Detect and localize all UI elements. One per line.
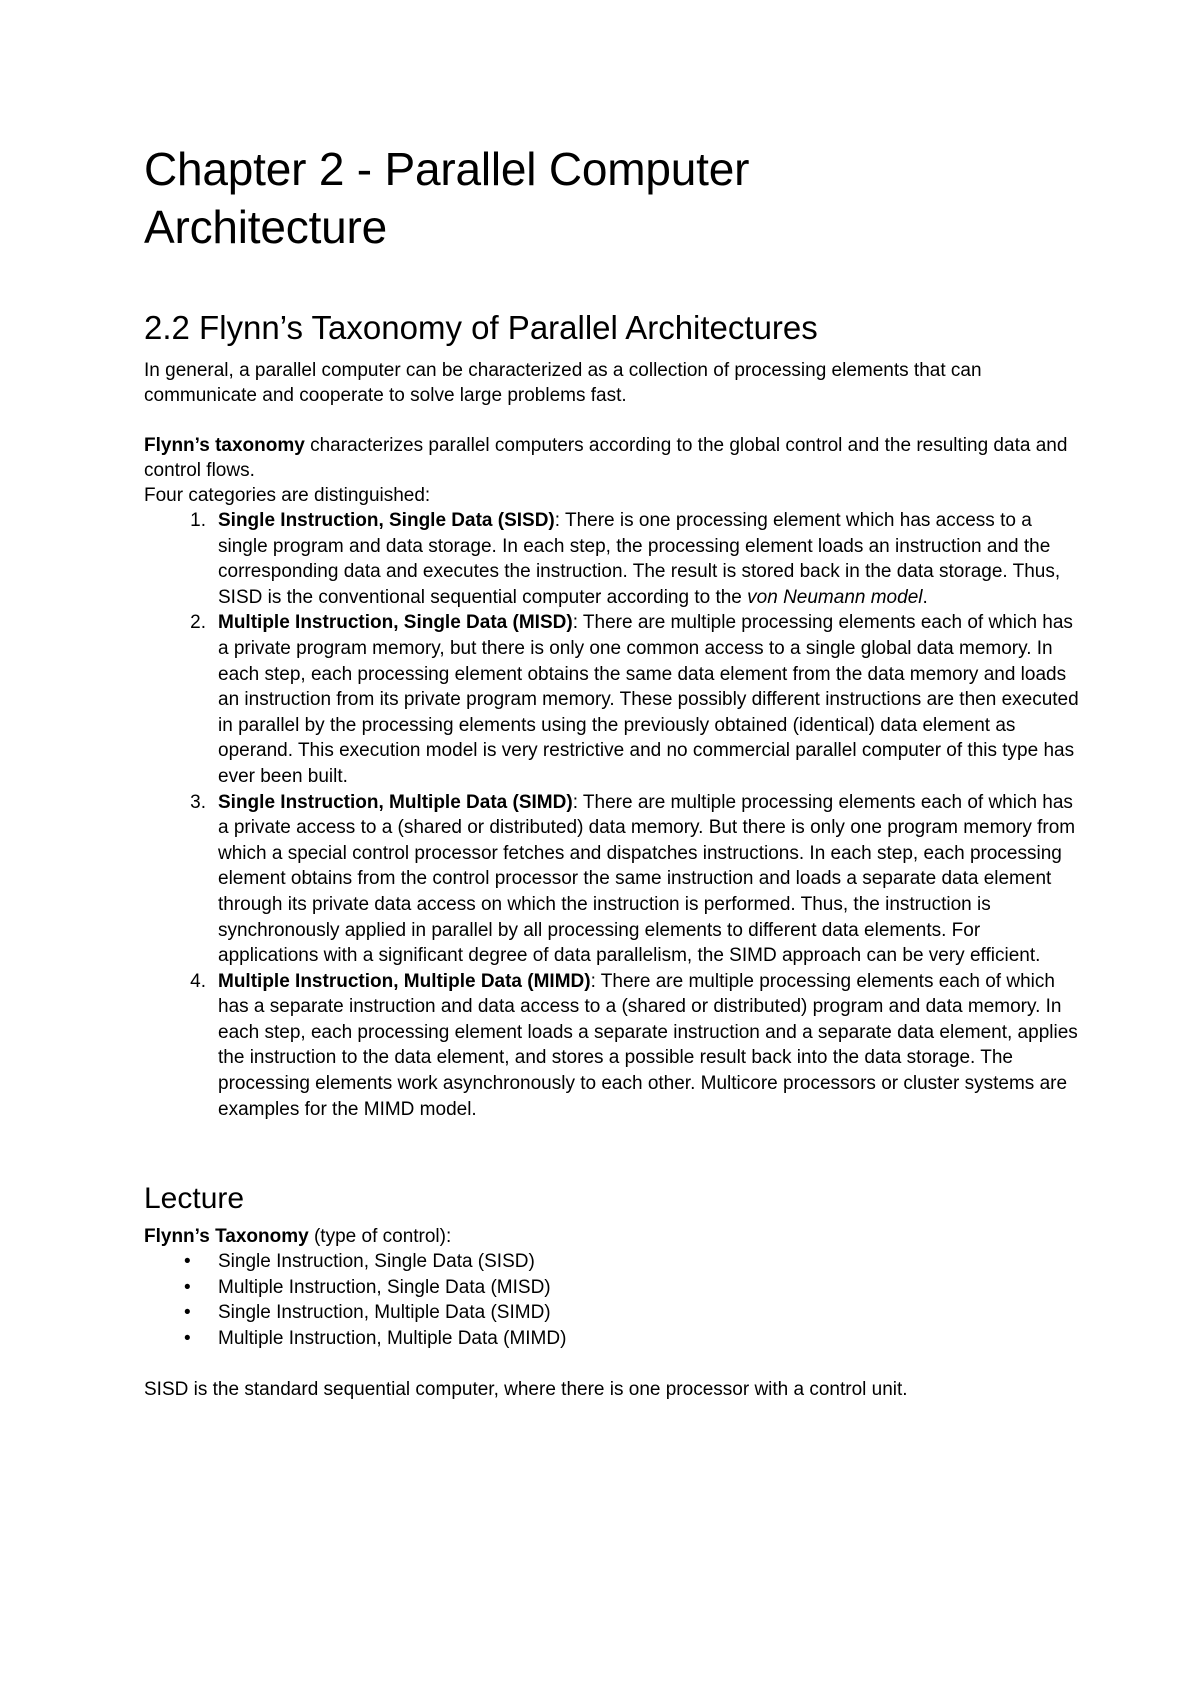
category-italic: von Neumann model — [747, 586, 923, 608]
bullet-text: Multiple Instruction, Single Data (MISD) — [218, 1276, 551, 1298]
list-item — [144, 1275, 1084, 1301]
list-item — [144, 1326, 1084, 1352]
chapter-title — [144, 140, 1084, 256]
list-item — [144, 969, 1084, 1123]
lecture-intro — [144, 1224, 1084, 1249]
lecture-term: Flynn’s Taxonomy — [144, 1226, 309, 1248]
flynn-text: characterizes parallel computers according to the global control and the resulting data and control flows. — [144, 435, 1068, 481]
lecture-title: Lecture — [144, 1182, 245, 1216]
list-number: 3. — [190, 791, 206, 813]
lecture-term-suffix: (type of control): — [308, 1226, 452, 1248]
category-text: : There is one processing element which has access to a single program and data storage. In each step, the processing element loads an instruction and the corresponding data and executes the instruction. The result is stored back in the data storage. Thus, SISD is the conventional sequential computer according to the — [218, 510, 1061, 608]
four-categories: Four categories are distinguished: — [144, 485, 431, 506]
list-item — [144, 610, 1084, 789]
chapter-title-line2: Architecture — [144, 201, 388, 253]
list-number: 2. — [190, 612, 206, 634]
list-number: 4. — [190, 970, 206, 992]
category-term: Single Instruction, Multiple Data (SIMD) — [218, 791, 573, 813]
intro-paragraph: In general, a parallel computer can be characterized as a collection of processing elements that can communicate and cooperate to solve large problems fast. — [144, 360, 982, 406]
category-text-end: . — [922, 586, 928, 608]
bullet-icon: • — [184, 1302, 191, 1324]
flynn-term: Flynn’s taxonomy — [144, 435, 305, 456]
flynn-paragraph — [144, 433, 1084, 483]
list-item — [144, 790, 1084, 969]
category-term: Multiple Instruction, Single Data (MISD) — [218, 612, 573, 634]
category-text: : There are multiple processing elements each of which has a private program memory, but there is only one common access to a single global data memory. In each step, each processing element obtains the same data element from the data memory and loads an instruction from its private program memory. These possibly different instructions are then executed in parallel by the processing elements using the previously obtained (identical) data element as operand. This execution model is very restrictive and no commercial parallel computer of this type has ever been built. — [218, 612, 1079, 787]
section-title: 2.2 Flynn’s Taxonomy of Parallel Architectures — [144, 309, 818, 346]
list-number: 1. — [190, 510, 206, 531]
category-text: : There are multiple processing elements each of which has a separate instruction and data access to a (shared or distributed) program and data memory. In each step, each processing element loads a separate instruction and a separate data element, applies the instruction to the data element, and stores a possible result back into the data storage. The processing elements work asynchronously to each other. Multicore processors or cluster systems are examples for the MIMD model. — [218, 970, 1078, 1120]
bullet-icon: • — [184, 1276, 191, 1298]
closing-paragraph: SISD is the standard sequential computer, where there is one processor with a control unit. — [144, 1378, 908, 1400]
bullet-icon: • — [184, 1251, 191, 1273]
category-text: : There are multiple processing elements each of which has a private access to a (shared or distributed) data memory. But there is only one program memory from which a special control processor fetches and dispatches instructions. In each step, each processing element obtains from the control processor the same instruction and loads a separate data element through its private data access on which the instruction is performed. Thus, the instruction is synchronously applied in parallel by all processing elements to different data elements. For applications with a significant degree of data parallelism, the SIMD approach can be very efficient. — [218, 791, 1076, 967]
category-term: Multiple Instruction, Multiple Data (MIMD) — [218, 970, 591, 992]
list-item — [144, 1300, 1084, 1326]
list-item — [144, 1249, 1084, 1275]
bullet-text: Single Instruction, Single Data (SISD) — [218, 1251, 535, 1273]
category-term: Single Instruction, Single Data (SISD) — [218, 510, 555, 531]
document-content — [144, 140, 1084, 1402]
category-list — [144, 508, 1084, 1122]
bullet-icon: • — [184, 1328, 191, 1350]
list-item — [144, 508, 1084, 610]
lecture-bullet-list — [144, 1249, 1084, 1351]
chapter-title-line1: Chapter 2 - Parallel Computer — [144, 143, 750, 195]
bullet-text: Multiple Instruction, Multiple Data (MIMD) — [218, 1328, 567, 1350]
bullet-text: Single Instruction, Multiple Data (SIMD) — [218, 1302, 551, 1324]
